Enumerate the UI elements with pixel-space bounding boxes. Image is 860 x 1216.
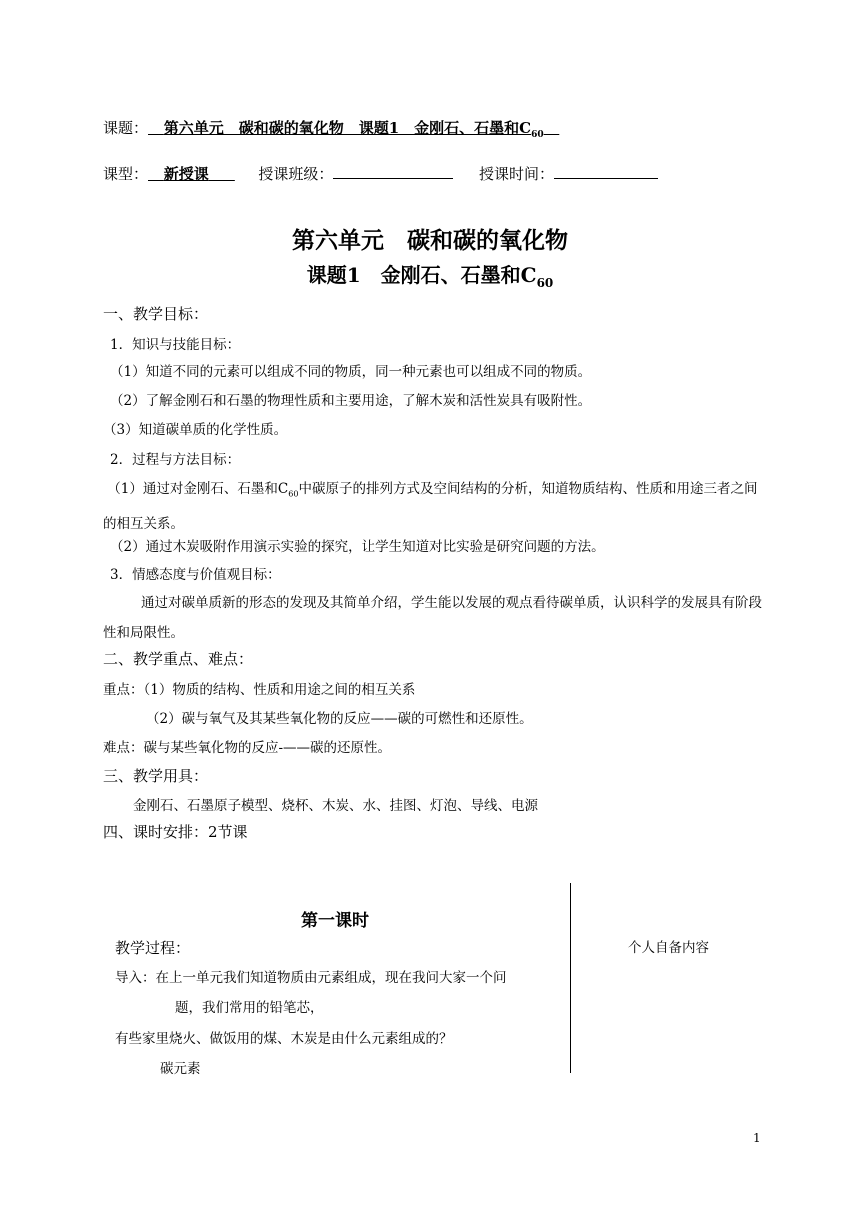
class-blank: [333, 164, 453, 179]
knowledge-heading: 1．知识与技能目标：: [110, 337, 241, 353]
knowledge-item-3: （3）知道碳单质的化学性质。: [103, 422, 288, 438]
process-item-1: （1）通过对金刚石、石墨和$C_{60}$中碳原子的排列方式及空间结构的分析，知道物质结构、性质和用途三者之间的相互关系。: [103, 481, 758, 532]
process-heading: 2．过程与方法目标：: [110, 452, 241, 468]
lesson1-title: 第一课时: [301, 911, 369, 931]
type-label: 课型：: [103, 165, 149, 183]
side-column-label: 个人自备内容: [628, 940, 709, 956]
keypoints-heading: 二、教学重点、难点：: [103, 650, 254, 668]
intro-line-1: 导入：在上一单元我们知道物质由元素组成，现在我问大家一个问: [115, 970, 507, 986]
tools-list: 金刚石、石墨原子模型、烧杯、木炭、水、挂图、灯泡、导线、电源: [133, 798, 538, 814]
class-label: 授课班级：: [258, 165, 334, 183]
topic-value: 第六单元 碳和碳的氧化物 课题1 金刚石、石墨和$C_{60}$: [163, 119, 544, 140]
topic-label: 课题：: [103, 119, 149, 137]
page-number: 1: [753, 1131, 761, 1145]
answer-text: 碳元素: [160, 1061, 201, 1077]
knowledge-item-1: （1）知道不同的元素可以组成不同的物质，同一种元素也可以组成不同的物质。: [110, 364, 592, 380]
emotion-heading: 3．情感态度与价值观目标：: [110, 567, 281, 583]
topic-line: [103, 117, 559, 140]
process-label: 教学过程：: [115, 939, 191, 957]
type-line: [103, 163, 658, 184]
time-label: 授课时间：: [478, 165, 554, 183]
difficulty-1: 难点：碳与某些氧化物的反应-——碳的还原性。: [103, 740, 392, 756]
intro-line-2: 题，我们常用的铅笔芯，: [175, 1000, 324, 1016]
keypoint-1: 重点：（1）物质的结构、性质和用途之间的相互关系: [103, 682, 416, 698]
type-value: 新授课: [163, 165, 209, 183]
column-divider: [570, 883, 571, 1073]
intro-line-3: 有些家里烧火、做饭用的煤、木炭是由什么元素组成的？: [115, 1031, 453, 1047]
time-blank: [554, 164, 658, 179]
process-item-2: （2）通过木炭吸附作用演示实验的探究，让学生知道对比实验是研究问题的方法。: [110, 539, 605, 555]
lesson-title: 课题1 金刚石、石墨和$C_{60}$: [306, 263, 554, 290]
knowledge-item-2: （2）了解金刚石和石墨的物理性质和主要用途，了解木炭和活性炭具有吸附性。: [110, 393, 592, 409]
keypoint-2: （2）碳与氧气及其某些氧化物的反应——碳的可燃性和还原性。: [146, 711, 533, 727]
emotion-item-1: 通过对碳单质新的形态的发现及其简单介绍，学生能以发展的观点看待碳单质，认识科学的发展具有阶段性和局限性。: [103, 595, 762, 641]
objectives-heading: 一、教学目标：: [103, 305, 209, 323]
unit-title: 第六单元 碳和碳的氧化物: [292, 227, 568, 254]
tools-heading: 三、教学用具：: [103, 767, 209, 785]
schedule-heading: 四、课时安排：2节课: [103, 823, 248, 841]
